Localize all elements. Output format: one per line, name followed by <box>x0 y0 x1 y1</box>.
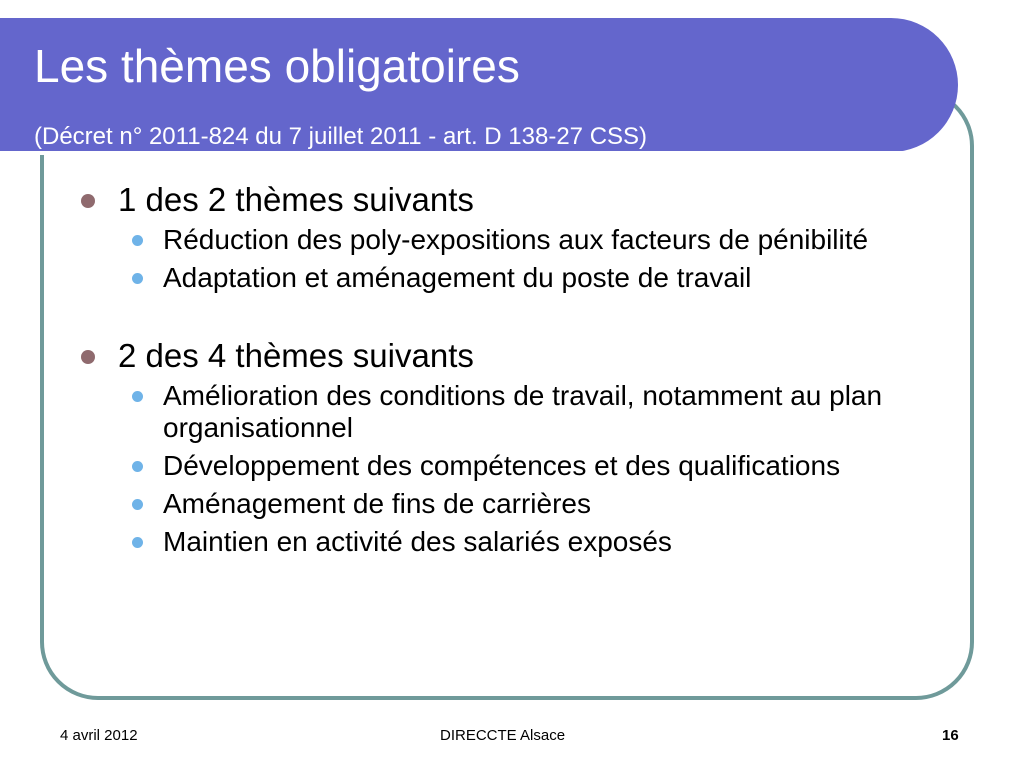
footer-date: 4 avril 2012 <box>60 727 138 744</box>
list-item <box>80 526 940 558</box>
slide-title: Les thèmes obligatoires <box>34 40 520 92</box>
list-item-text: Amélioration des conditions de travail, notamment au plan organisationnel <box>163 380 883 443</box>
section-heading-text: 2 des 4 thèmes suivants <box>118 337 474 374</box>
list-item-text: Adaptation et aménagement du poste de travail <box>163 262 752 293</box>
bullet-dot-icon <box>132 391 143 402</box>
list-item-text: Maintien en activité des salariés exposés <box>163 526 672 557</box>
bullet-dot-icon <box>132 273 143 284</box>
list-item <box>80 450 940 482</box>
section-1-list <box>80 224 940 294</box>
title-bar <box>0 18 958 152</box>
section-heading-text: 1 des 2 thèmes suivants <box>118 181 474 218</box>
list-item-text: Réduction des poly-expositions aux facteurs de pénibilité <box>163 224 869 255</box>
bullet-dot-icon <box>132 235 143 246</box>
list-item <box>80 262 940 294</box>
bullet-dot-icon <box>132 461 143 472</box>
list-item <box>80 380 940 444</box>
list-item <box>80 488 940 520</box>
section-heading-2 <box>80 336 940 376</box>
list-item-text: Développement des compétences et des qualifications <box>163 450 841 481</box>
section-heading-1 <box>80 180 940 220</box>
bullet-dot-icon <box>132 499 143 510</box>
section-2-list <box>80 380 940 558</box>
page-number: 16 <box>942 727 959 744</box>
footer-center-text: DIRECCTE Alsace <box>440 727 566 744</box>
slide-body <box>80 180 940 564</box>
bullet-dot-icon <box>81 350 95 364</box>
list-item <box>80 224 940 256</box>
bullet-dot-icon <box>81 194 95 208</box>
slide-subtitle: (Décret n° 2011-824 du 7 juillet 2011 - art. D 138-27 CSS) <box>34 123 648 150</box>
list-item-text: Aménagement de fins de carrières <box>163 488 591 519</box>
bullet-dot-icon <box>132 537 143 548</box>
